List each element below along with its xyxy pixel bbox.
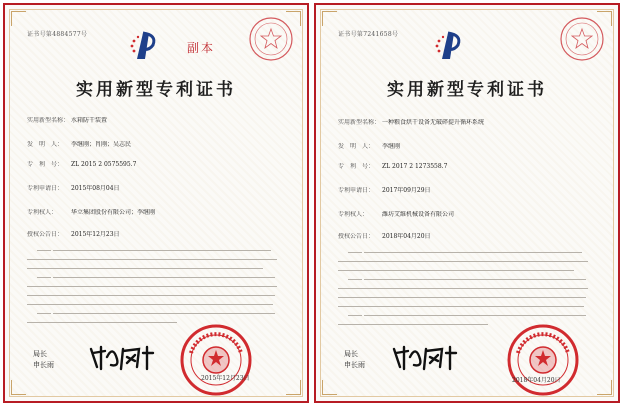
field-utility-name [338, 119, 602, 127]
field-patent-number [27, 161, 291, 169]
certificate-serial: 证书号第7241658号 [338, 31, 399, 38]
field-value: ZL 2017 2 1273558.7 [382, 163, 448, 170]
director-name: 申长雨 [33, 361, 54, 369]
field-grant-date [338, 233, 602, 241]
field-label: 授权公告日： [27, 231, 64, 238]
frame-corner [11, 11, 26, 26]
field-label: 授权公告日： [338, 233, 375, 240]
field-patentee [27, 209, 291, 217]
director-name: 申长雨 [344, 361, 365, 369]
field-value: 2018年04月20日 [382, 233, 431, 240]
field-value: 一种粮食烘干设备无破碎提升循环系统 [382, 119, 485, 126]
field-grant-date [27, 231, 291, 239]
field-filing-date [338, 187, 602, 195]
stamp-icon [558, 15, 606, 63]
field-value: 李继刚；肖刚；吴志民 [71, 141, 132, 148]
director-title [33, 349, 54, 371]
frame-corner [286, 380, 301, 395]
signature-icon [390, 339, 460, 373]
field-label: 专利申请日： [27, 185, 64, 192]
field-inventor [27, 141, 291, 149]
field-label: 专 利 号： [338, 163, 375, 170]
field-label: 实用新型名称： [27, 117, 70, 124]
frame-corner [597, 380, 612, 395]
field-value: ZL 2015 2 0575595.7 [71, 161, 137, 168]
patent-certificate-right [314, 3, 620, 403]
field-label: 专 利 号： [27, 161, 64, 168]
bottom-date: 2015年12月23日 [201, 375, 250, 382]
frame-corner [11, 380, 26, 395]
certificate-body-text [27, 247, 291, 328]
seal-icon [179, 323, 253, 397]
certificate-body-text [338, 249, 602, 330]
director-label: 局长 [33, 350, 47, 358]
certificate-title: 实用新型专利证书 [76, 80, 236, 100]
text-line [338, 267, 602, 276]
frame-corner [322, 380, 337, 395]
signature-icon [87, 339, 157, 373]
field-patent-number [338, 163, 602, 171]
field-value: 2015年08月04日 [71, 185, 120, 192]
patent-office-logo-icon [434, 29, 464, 63]
field-value: 2015年12月23日 [71, 231, 120, 238]
stamp-icon [247, 15, 295, 63]
field-filing-date [27, 185, 291, 193]
text-line [27, 256, 291, 265]
field-value: 2017年09月29日 [382, 187, 431, 194]
text-line [27, 292, 291, 301]
field-inventor [338, 143, 602, 151]
bottom-date: 2018年04月20日 [512, 377, 561, 384]
director-label: 局长 [344, 350, 358, 358]
field-value: 华立集团股份有限公司；李继刚 [71, 209, 156, 216]
text-line [338, 312, 602, 321]
patent-office-logo-icon [129, 29, 159, 63]
text-line [27, 274, 291, 283]
copy-mark: 副本 [187, 41, 216, 55]
text-line [27, 283, 291, 292]
field-value: 李继刚 [382, 143, 401, 150]
text-line [338, 285, 602, 294]
text-line [27, 265, 291, 274]
field-patentee [338, 211, 602, 219]
text-line [338, 294, 602, 303]
text-line [338, 276, 602, 285]
text-line [338, 303, 602, 312]
field-utility-name [27, 117, 291, 125]
certificate-title: 实用新型专利证书 [387, 80, 547, 100]
text-line [27, 310, 291, 319]
text-line [338, 258, 602, 267]
field-label: 专利权人： [338, 211, 369, 218]
text-line [338, 249, 602, 258]
field-label: 发 明 人： [338, 143, 375, 150]
field-label: 实用新型名称： [338, 119, 381, 126]
field-label: 专利权人： [27, 209, 58, 216]
text-line [27, 247, 291, 256]
patent-certificate-left [3, 3, 309, 403]
certificate-serial: 证书号第4884577号 [27, 31, 88, 38]
frame-corner [322, 11, 337, 26]
field-value: 潍坊艾維机械设备有限公司 [382, 211, 455, 218]
text-line [27, 301, 291, 310]
director-title [344, 349, 365, 371]
field-label: 发 明 人： [27, 141, 64, 148]
field-value: 水箱防干装置 [71, 117, 108, 124]
seal-icon [506, 323, 580, 397]
field-label: 专利申请日： [338, 187, 375, 194]
